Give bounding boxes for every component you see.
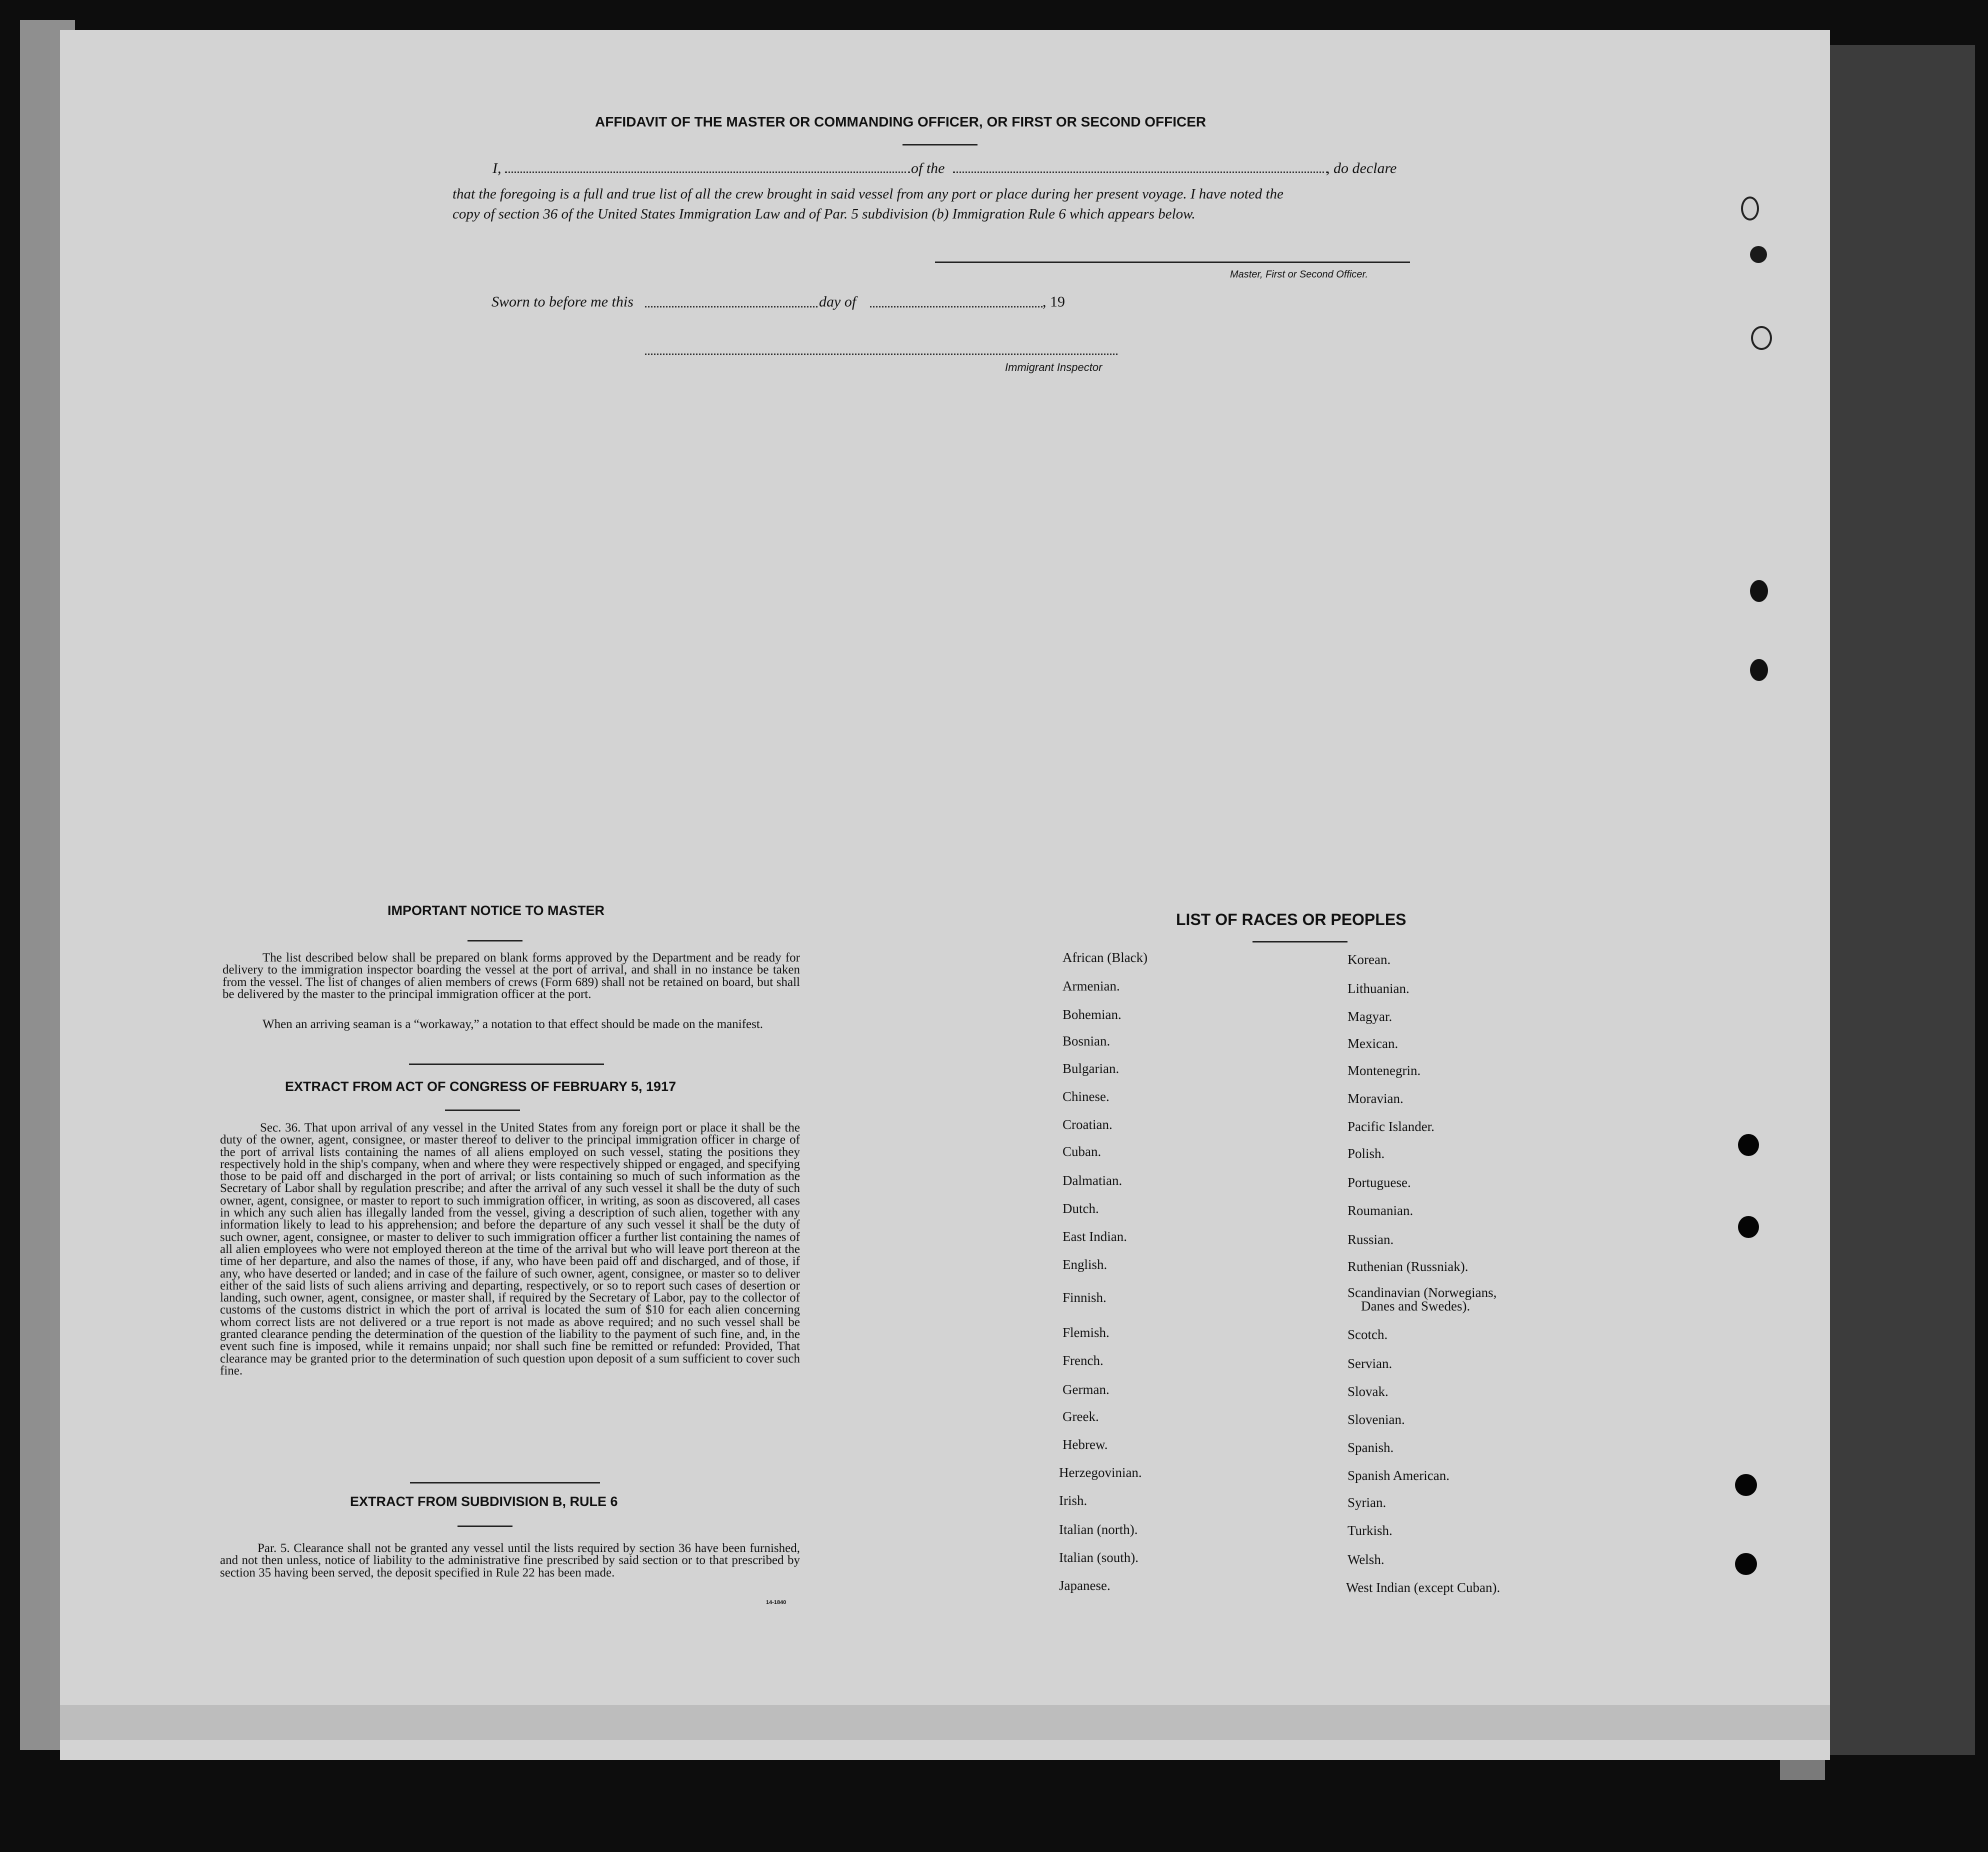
divider — [1252, 941, 1348, 942]
race-right-item: Pacific Islander. — [1348, 1119, 1434, 1134]
race-right-item: Syrian. — [1348, 1495, 1386, 1510]
rule-extract-text: Par. 5. Clearance shall not be granted any vessel until the lists required by section 36 have been furnished, and not then unless, notice of liability to the administrative fine prescribed by said section or to that prescribed by section 35 having been served, the deposit specified in Rule 22 has been made. — [220, 1542, 800, 1580]
binder-hole — [1751, 326, 1772, 350]
race-right-item: Turkish. — [1348, 1523, 1392, 1538]
divider — [458, 1526, 512, 1527]
race-left-item: Dalmatian. — [1062, 1173, 1122, 1188]
race-left-item: Flemish. — [1062, 1325, 1110, 1340]
manifest-page — [60, 30, 1830, 1760]
race-left-item: Armenian. — [1062, 978, 1120, 994]
day-of-label: day of — [819, 294, 856, 310]
race-right-item: Portuguese. — [1348, 1175, 1411, 1190]
year-label: , 19 — [1042, 294, 1065, 310]
race-right-item: Slovenian. — [1348, 1412, 1405, 1427]
race-right-item: Scotch. — [1348, 1327, 1388, 1342]
race-right-item: Lithuanian. — [1348, 981, 1410, 996]
race-left-item: Bosnian. — [1062, 1034, 1110, 1048]
race-right-item: Danes and Swedes). — [1361, 1298, 1470, 1314]
sworn-label: Sworn to before me this — [492, 294, 634, 310]
affidavit-line-2: that the foregoing is a full and true list of all the crew brought in said vessel from any port or place during her present voyage. I have noted the — [452, 186, 1284, 202]
race-left-item: Finnish. — [1062, 1290, 1106, 1305]
binder-hole — [1741, 196, 1759, 220]
race-left-item: Greek. — [1062, 1409, 1099, 1424]
inspector-signature-blank[interactable] — [645, 354, 1118, 355]
divider — [468, 940, 522, 942]
races-title: LIST OF RACES OR PEOPLES — [1176, 910, 1406, 928]
race-left-item: French. — [1062, 1353, 1104, 1368]
race-right-item: Korean. — [1348, 952, 1391, 967]
race-left-item: Italian (south). — [1059, 1550, 1138, 1565]
affidavit-i-label: I, — [492, 160, 502, 176]
affidavit-title: AFFIDAVIT OF THE MASTER OR COMMANDING OFFICER, OR FIRST OR SECOND OFFICER — [595, 114, 1206, 130]
race-right-item: Montenegrin. — [1348, 1063, 1421, 1078]
notice-paragraph-1: The list described below shall be prepared on blank forms approved by the Department and be ready for delivery to the immigration inspector boarding the vessel at the port of arrival, and shall in no instance be taken from the vessel. The list of changes of alien members of crews (Form 689) shall not be retained on board, but shall be delivered by the master to the principal immigration officer at the port. — [222, 951, 800, 1001]
race-right-item: Slovak. — [1348, 1384, 1388, 1399]
act-extract-text: Sec. 36. That upon arrival of any vessel in the United States from any foreign port or place it shall be the duty of the owner, agent, consignee, or master thereof to deliver to the principal immigration officer in charge of the port of arrival lists containing the names of all aliens employed on such vessel, stating the positions they respectively hold in the ship's company, when and where they were respectively shipped or engaged, and specifying those to be paid off and discharged in the port of arrival; or lists containing so much of such information as the Secretary of Labor shall by regulation prescribe; and after the arrival of any such vessel it shall be the duty of such owner, agent, consignee, or master to report to such immigration officer, in writing, as soon as discovered, all cases in which any such alien has illegally landed from the vessel, giving a description of such alien, together with any information likely to lead to his apprehension; and before the departure of any such vessel it shall be the duty of such owner, agent, consignee, or master to deliver to such immigration officer a further list containing the names of all alien employees who were not employed thereon at the time of the arrival but who will leave port thereon at the time of her departure, and also the names of those, if any, who have been paid off and discharged, and of those, if any, who have deserted or landed; and in case of the failure of such owner, agent, consignee, or master so to deliver either of the said lists of such aliens arriving and departing, respectively, or so to report such cases of desertion or landing, such owner, agent, consignee, or master shall, if required by the Secretary of Labor, pay to the collector of customs of the customs district in which the port of arrival is located the sum of $10 for each alien concerning whom correct lists are not delivered or a true report is not made as above required; and no such vessel shall be granted clearance pending the determination of the question of the liability to the payment of such fine, and, in the event such fine is imposed, while it remains unpaid; nor shall such fine be remitted or refunded: Provided, That clearance may be granted prior to the determination of such question upon deposit of a sum sufficient to cover such fine. — [220, 1121, 800, 1378]
race-right-item: Ruthenian (Russniak). — [1348, 1259, 1468, 1274]
race-left-item: Chinese. — [1062, 1089, 1110, 1104]
binder-hole — [1735, 1553, 1757, 1575]
binder-hole — [1750, 659, 1768, 681]
race-left-item: Japanese. — [1059, 1578, 1110, 1593]
divider — [902, 144, 978, 146]
race-right-item: Roumanian. — [1348, 1203, 1414, 1218]
race-right-item: Servian. — [1348, 1356, 1392, 1371]
divider — [409, 1064, 604, 1065]
binder-hole — [1738, 1216, 1759, 1238]
race-right-item: Polish. — [1348, 1146, 1385, 1161]
race-right-item: Welsh. — [1348, 1552, 1384, 1567]
race-left-item: Irish. — [1059, 1493, 1088, 1508]
notice-paragraph-2: When an arriving seaman is a “workaway,” a notation to that effect should be made on the manifest. — [262, 1018, 764, 1031]
race-right-item: Spanish American. — [1348, 1468, 1450, 1483]
form-number: 14-1840 — [766, 1600, 786, 1606]
race-right-item: West Indian (except Cuban). — [1346, 1580, 1500, 1595]
affidavit-line-3: copy of section 36 of the United States Immigration Law and of Par. 5 subdivision (b) Immigration Rule 6 which appears below. — [452, 206, 1196, 222]
race-left-item: English. — [1062, 1257, 1108, 1272]
act-extract-title: EXTRACT FROM ACT OF CONGRESS OF FEBRUARY 5, 1917 — [285, 1079, 676, 1094]
race-right-item: Scandinavian (Norwegians, — [1348, 1285, 1497, 1300]
divider — [445, 1110, 520, 1111]
race-left-item: Croatian. — [1062, 1117, 1112, 1132]
race-left-item: Cuban. — [1062, 1144, 1102, 1159]
binder-hole — [1750, 246, 1767, 263]
race-left-item: Italian (north). — [1059, 1522, 1138, 1537]
race-left-item: Bohemian. — [1062, 1007, 1122, 1022]
sworn-day-blank[interactable] — [645, 306, 818, 308]
race-left-item: Hebrew. — [1062, 1437, 1108, 1452]
back-sheet — [1810, 45, 1975, 1755]
vessel-blank[interactable] — [953, 172, 1328, 173]
binder-hole — [1735, 1474, 1757, 1496]
name-blank[interactable] — [505, 172, 910, 173]
divider — [410, 1482, 600, 1484]
page-bottom-fold — [60, 1705, 1830, 1740]
sworn-month-blank[interactable] — [870, 306, 1042, 308]
race-left-item: East Indian. — [1062, 1229, 1127, 1244]
race-right-item: Magyar. — [1348, 1009, 1392, 1024]
signature-caption: Master, First or Second Officer. — [1230, 269, 1368, 280]
race-left-item: African (Black) — [1062, 950, 1148, 965]
race-left-item: Dutch. — [1062, 1201, 1099, 1216]
affidavit-declare: , do declare — [1326, 160, 1397, 176]
binder-hole — [1750, 580, 1768, 602]
race-right-item: Russian. — [1348, 1232, 1394, 1247]
race-right-item: Mexican. — [1348, 1036, 1398, 1051]
race-left-item: Herzegovinian. — [1059, 1465, 1142, 1480]
affidavit-of-the-label: of the — [911, 160, 945, 176]
binder-hole — [1738, 1134, 1759, 1156]
signature-line[interactable] — [935, 262, 1410, 263]
race-left-item: German. — [1062, 1382, 1110, 1397]
inspector-caption: Immigrant Inspector — [1005, 361, 1102, 374]
race-right-item: Spanish. — [1348, 1440, 1394, 1455]
rule-extract-title: EXTRACT FROM SUBDIVISION B, RULE 6 — [350, 1494, 618, 1509]
notice-title: IMPORTANT NOTICE TO MASTER — [388, 903, 604, 918]
race-left-item: Bulgarian. — [1062, 1061, 1120, 1076]
race-right-item: Moravian. — [1348, 1091, 1404, 1106]
